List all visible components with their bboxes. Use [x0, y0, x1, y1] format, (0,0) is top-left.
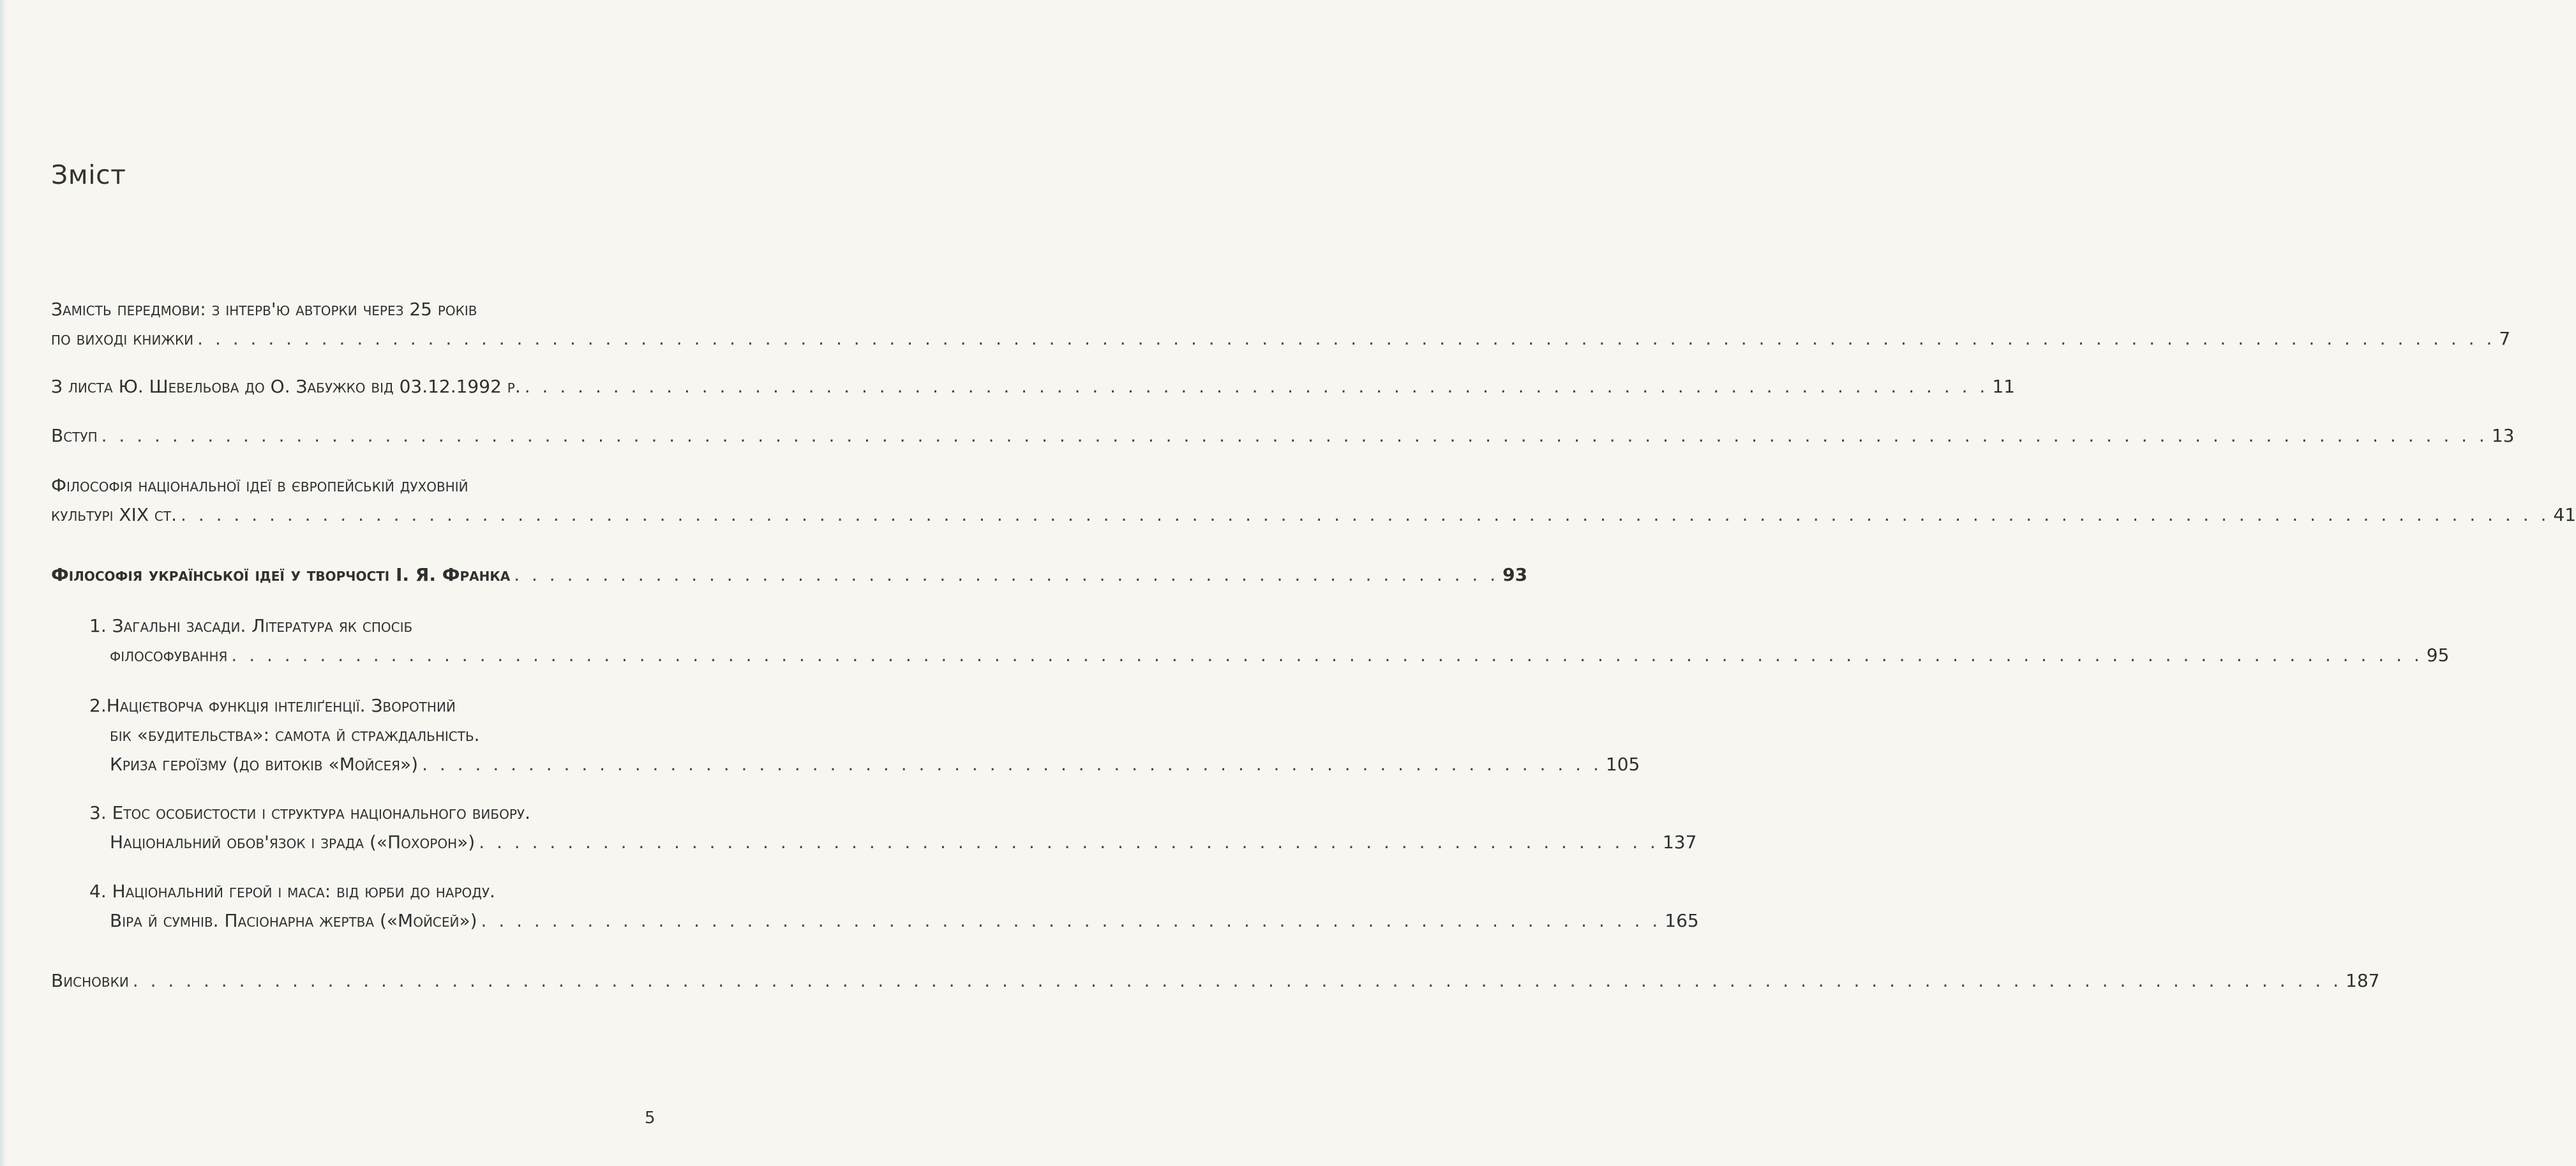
- leader-dots: . . . . . . . . . . . . . . . . . . . . . . . . . . . . . . . . . . . . . . . . . . . . . . . . . . . . . . . . . . . . . . . . . . .: [479, 832, 1659, 853]
- toc-entry-last-line: [110, 832, 1697, 853]
- toc-page-number: 41: [2553, 504, 2576, 525]
- toc-entry-last-line: [51, 425, 2515, 447]
- leader-dots: . . . . . . . . . . . . . . . . . . . . . . . . . . . . . . . . . . . . . . . . . . . . . . . . . . . . . . . . . . . . . . . . . . . . . . . . . . . . . . . . . . . . . . . . . . . . . . . . . . . . . . . . . . . . . . . . . . . . . . . . . . . . .: [132, 970, 2342, 991]
- page-title: Зміст: [51, 160, 126, 191]
- leader-dots: . . . . . . . . . . . . . . . . . . . . . . . . . . . . . . . . . . . . . . . . . . . . . . . . . . . . . . . .: [514, 564, 1499, 585]
- toc-page-number: 13: [2491, 425, 2515, 446]
- toc-entry-line: Замість передмови: з інтерв'ю авторки через 25 років: [51, 299, 477, 320]
- toc-entry-last-line: [51, 970, 2380, 992]
- toc-entry-line: 1. Загальні засади. Література як спосіб: [89, 615, 413, 636]
- toc-entry-line: Філософія національної ідеї в європейській духовній: [51, 475, 468, 496]
- toc-page-number: 105: [1605, 754, 1640, 775]
- toc-entry-line: 2.Націєтворча функція інтеліґенції. Зворотний: [89, 695, 456, 716]
- toc-entry-title: Філософія української ідеї у творчості І. Я. Франка: [51, 564, 511, 585]
- toc-page-number: 95: [2426, 645, 2450, 666]
- leader-dots: . . . . . . . . . . . . . . . . . . . . . . . . . . . . . . . . . . . . . . . . . . . . . . . . . . . . . . . . . . . . . . . . . . . . . . . . . . . . . . . . . . .: [524, 376, 1989, 397]
- toc-entry-last-line: [51, 504, 2576, 526]
- page-edge-shadow: [0, 0, 6, 1166]
- leader-dots: . . . . . . . . . . . . . . . . . . . . . . . . . . . . . . . . . . . . . . . . . . . . . . . . . . . . . . . . . . . . . . . . . . . . . . . . . . . . . . . . . . . . . . . . . . . . . . . . . . . . . . . . . . . . . . . . . . . . . . . . . . . . . . . . . . . . . . .: [101, 425, 2488, 446]
- toc-entry-line: 4. Національний герой і маса: від юрби до народу.: [89, 881, 495, 902]
- toc-entry-title: Криза героїзму (до витоків «Мойсея»): [110, 754, 419, 775]
- toc-entry-last-line: [110, 645, 2450, 666]
- toc-entry-last-line: [51, 564, 1528, 586]
- toc-entry-last-line: [51, 376, 2015, 398]
- toc-page-number: 165: [1665, 910, 1699, 931]
- toc-entry-title: культурі XIX ст.: [51, 504, 177, 525]
- toc-entry-last-line: [110, 754, 1640, 775]
- toc-entry-title: по виході книжки: [51, 328, 194, 349]
- leader-dots: . . . . . . . . . . . . . . . . . . . . . . . . . . . . . . . . . . . . . . . . . . . . . . . . . . . . . . . . . . . . . . . . . . .: [481, 910, 1661, 931]
- toc-entry-title: Вступ: [51, 425, 98, 446]
- toc-page-number: 11: [1992, 376, 2015, 397]
- toc-entry-title: філософування: [110, 645, 228, 666]
- toc-entry-line: 3. Етос особистости і структура національного вибору.: [89, 802, 530, 823]
- toc-entry-last-line: [110, 910, 1699, 932]
- toc-entry-title: Віра й сумнів. Пасіонарна жертва («Мойсей»): [110, 910, 477, 931]
- toc-entry-line: бік «будительства»: самота й страждальність.: [110, 724, 480, 745]
- toc-page-number: 7: [2499, 328, 2511, 349]
- toc-page-number: 93: [1502, 564, 1528, 585]
- toc-entry-last-line: [51, 328, 2511, 350]
- page-folio-number: 5: [645, 1109, 655, 1128]
- toc-page-number: 137: [1662, 832, 1697, 853]
- toc-entry-title: З листа Ю. Шевельова до О. Забужко від 03.12.1992 р.: [51, 376, 521, 397]
- leader-dots: . . . . . . . . . . . . . . . . . . . . . . . . . . . . . . . . . . . . . . . . . . . . . . . . . . . . . . . . . . . . . . . . . . . . . . . . . . . . . . . . . . . . . . . . . . . . . . . . . . . . . . . . . . . . . . . . . . . . . . . . . . . .: [231, 645, 2423, 666]
- leader-dots: . . . . . . . . . . . . . . . . . . . . . . . . . . . . . . . . . . . . . . . . . . . . . . . . . . . . . . . . . . . . . . . . . . .: [422, 754, 1602, 775]
- toc-page-number: 187: [2346, 970, 2380, 991]
- toc-entry-title: Висновки: [51, 970, 129, 991]
- toc-entry-title: Національний обов'язок і зрада («Похорон»): [110, 832, 476, 853]
- leader-dots: . . . . . . . . . . . . . . . . . . . . . . . . . . . . . . . . . . . . . . . . . . . . . . . . . . . . . . . . . . . . . . . . . . . . . . . . . . . . . . . . . . . . . . . . . . . . . . . . . . . . . . . . . . . . . . . . . . . . . . . . . . . . . . . . . .: [197, 328, 2496, 349]
- leader-dots: . . . . . . . . . . . . . . . . . . . . . . . . . . . . . . . . . . . . . . . . . . . . . . . . . . . . . . . . . . . . . . . . . . . . . . . . . . . . . . . . . . . . . . . . . . . . . . . . . . . . . . . . . . . . . . . . . . . . . . . . . . . . . . . . . . . . . .: [181, 504, 2550, 525]
